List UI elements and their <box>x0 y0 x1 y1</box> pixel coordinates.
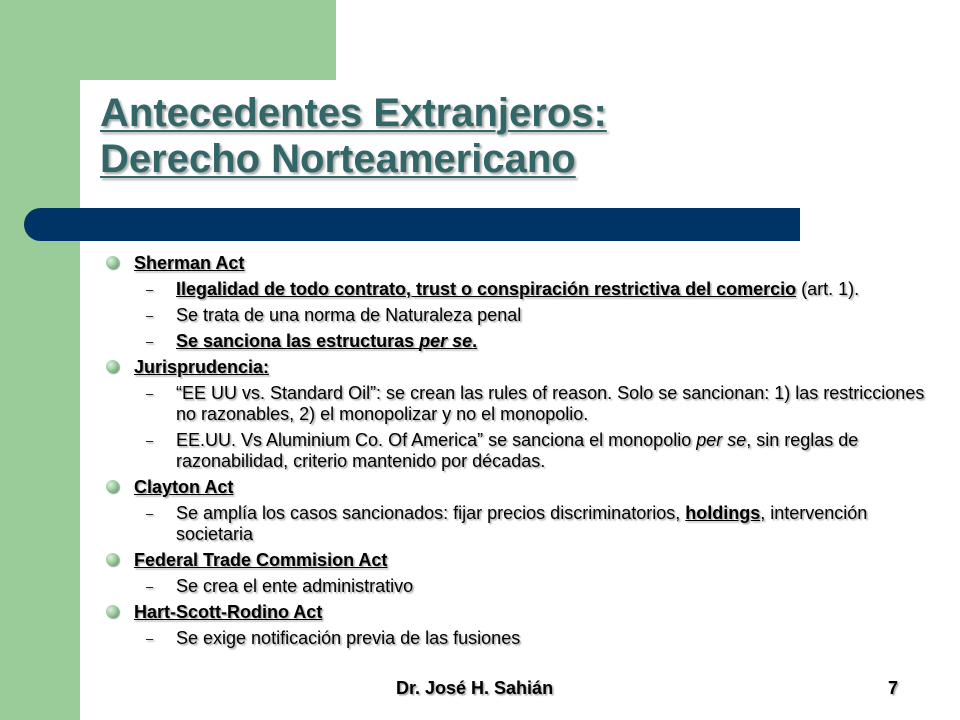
slide-body <box>100 250 930 654</box>
bullet-icon <box>106 605 119 618</box>
dash-icon: – <box>146 308 154 323</box>
jurisprudencia-item-2: – EE.UU. Vs Aluminium Co. Of America” se sanciona el monopolio per se, sin reglas de razonabilidad, criterio mantenido por décadas. <box>146 430 859 471</box>
slide-title <box>100 90 860 182</box>
bullet-icon <box>106 256 119 269</box>
sherman-item-1: – Ilegalidad de todo contrato, trust o conspiración restrictiva del comercio (art. 1). <box>146 279 860 299</box>
bullet-icon <box>106 553 119 566</box>
sherman-item-3: – Se sanciona las estructuras per se. <box>146 331 478 351</box>
bullet-icon <box>106 360 119 373</box>
clayton-item-1: – Se amplía los casos sancionados: fijar precios discriminatorios, holdings, intervención societaria <box>146 503 868 544</box>
bullet-clayton-act: Clayton Act <box>100 477 930 498</box>
bullet-icon <box>106 480 119 493</box>
dash-icon: – <box>146 386 154 401</box>
bullet-jurisprudencia: Jurisprudencia: <box>100 357 930 378</box>
left-green-band <box>0 0 80 720</box>
dash-icon: – <box>146 631 154 646</box>
dash-icon: – <box>146 579 154 594</box>
dash-icon: – <box>146 433 154 448</box>
footer-author: Dr. José H. Sahián <box>396 678 554 698</box>
title-divider-bar <box>24 208 800 241</box>
sherman-item-2: – Se trata de una norma de Naturaleza penal <box>146 305 522 325</box>
jurisprudencia-item-1: – “EE UU vs. Standard Oil”: se crean las rules of reason. Solo se sancionan: 1) las restricciones no razonables, 2) el monopolizar y no el monopolio. <box>146 383 925 424</box>
bullet-sherman-act: Sherman Act <box>100 253 930 274</box>
dash-icon: – <box>146 506 154 521</box>
title-line-1: Antecedentes Extranjeros: <box>100 91 607 135</box>
bullet-ftc-act: Federal Trade Commision Act <box>100 550 930 571</box>
bullet-hsr-act: Hart-Scott-Rodino Act <box>100 602 930 623</box>
top-green-band <box>80 0 336 80</box>
dash-icon: – <box>146 282 154 297</box>
slide-number: 7 <box>888 678 899 698</box>
dash-icon: – <box>146 334 154 349</box>
hsr-item-1: – Se exige notificación previa de las fusiones <box>146 628 521 648</box>
ftc-item-1: – Se crea el ente administrativo <box>146 576 414 596</box>
title-line-2: Derecho Norteamericano <box>100 137 576 181</box>
